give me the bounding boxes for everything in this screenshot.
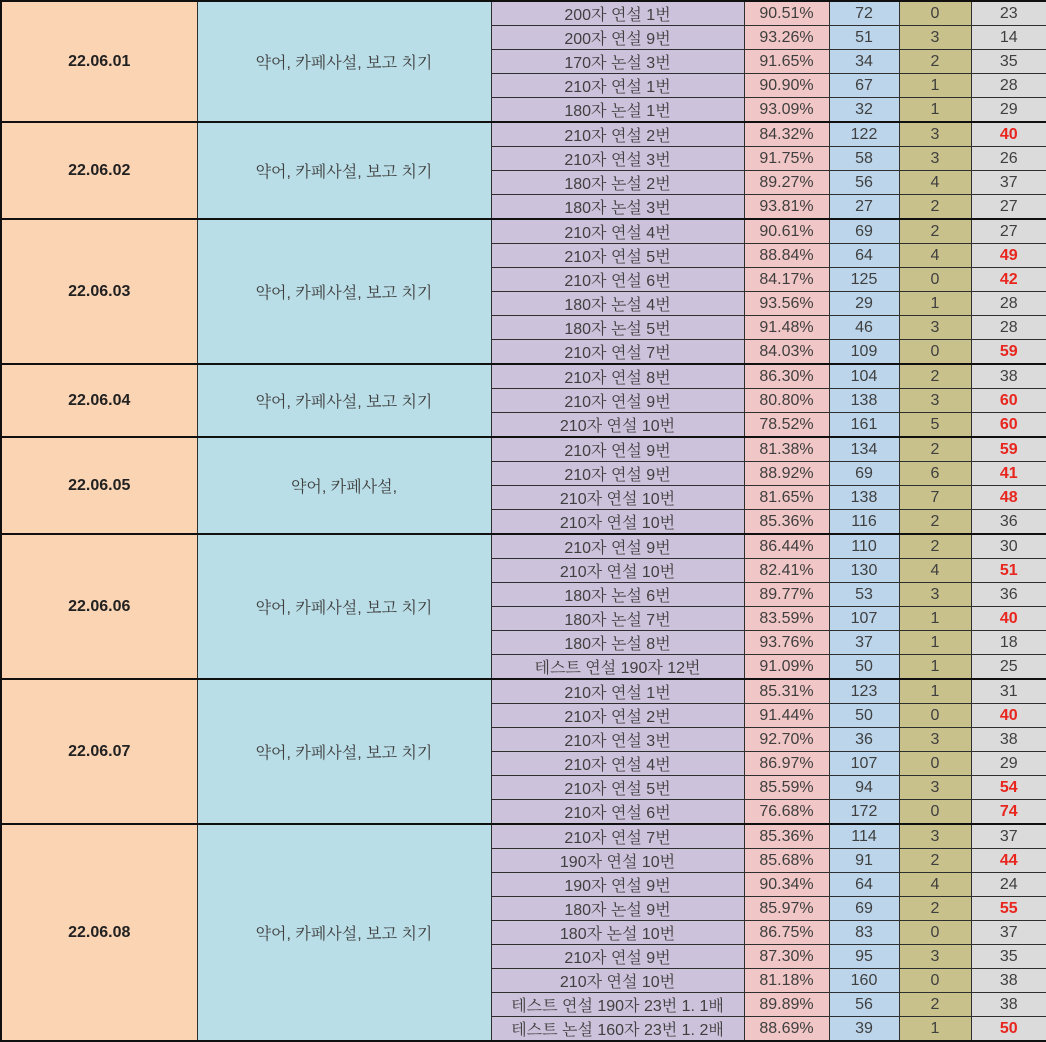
- accuracy-cell[interactable]: 91.48%: [744, 316, 829, 340]
- count1-cell[interactable]: 69: [829, 462, 899, 486]
- accuracy-cell[interactable]: 93.26%: [744, 26, 829, 50]
- count1-cell[interactable]: 104: [829, 364, 899, 389]
- count2-cell[interactable]: 4: [899, 559, 971, 583]
- description-cell[interactable]: 약어, 카페사설, 보고 치기: [197, 1, 491, 122]
- description-cell[interactable]: 약어, 카페사설, 보고 치기: [197, 534, 491, 679]
- task-cell[interactable]: 200자 연설 9번: [491, 26, 744, 50]
- date-cell[interactable]: 22.06.03: [1, 219, 197, 364]
- count1-cell[interactable]: 64: [829, 873, 899, 897]
- count2-cell[interactable]: 3: [899, 824, 971, 849]
- task-cell[interactable]: 210자 연설 7번: [491, 340, 744, 365]
- count3-cell[interactable]: 49: [971, 244, 1046, 268]
- task-cell[interactable]: 200자 연설 1번: [491, 1, 744, 26]
- count2-cell[interactable]: 0: [899, 921, 971, 945]
- accuracy-cell[interactable]: 88.92%: [744, 462, 829, 486]
- task-cell[interactable]: 180자 논설 8번: [491, 631, 744, 655]
- count1-cell[interactable]: 94: [829, 776, 899, 800]
- count3-cell[interactable]: 28: [971, 316, 1046, 340]
- count2-cell[interactable]: 2: [899, 534, 971, 559]
- description-cell[interactable]: 약어, 카페사설, 보고 치기: [197, 219, 491, 364]
- task-cell[interactable]: 180자 논설 2번: [491, 171, 744, 195]
- accuracy-cell[interactable]: 78.52%: [744, 413, 829, 438]
- count2-cell[interactable]: 1: [899, 1017, 971, 1042]
- count1-cell[interactable]: 83: [829, 921, 899, 945]
- count3-cell[interactable]: 50: [971, 1017, 1046, 1042]
- accuracy-cell[interactable]: 83.59%: [744, 607, 829, 631]
- count3-cell[interactable]: 40: [971, 122, 1046, 147]
- count2-cell[interactable]: 4: [899, 171, 971, 195]
- task-cell[interactable]: 210자 연설 10번: [491, 413, 744, 438]
- task-cell[interactable]: 210자 연설 9번: [491, 534, 744, 559]
- accuracy-cell[interactable]: 92.70%: [744, 728, 829, 752]
- task-cell[interactable]: 210자 연설 5번: [491, 776, 744, 800]
- count1-cell[interactable]: 56: [829, 993, 899, 1017]
- count2-cell[interactable]: 2: [899, 195, 971, 220]
- count3-cell[interactable]: 14: [971, 26, 1046, 50]
- count3-cell[interactable]: 36: [971, 583, 1046, 607]
- count3-cell[interactable]: 36: [971, 510, 1046, 535]
- count2-cell[interactable]: 0: [899, 340, 971, 365]
- count1-cell[interactable]: 125: [829, 268, 899, 292]
- count3-cell[interactable]: 41: [971, 462, 1046, 486]
- count1-cell[interactable]: 51: [829, 26, 899, 50]
- count1-cell[interactable]: 32: [829, 98, 899, 123]
- count2-cell[interactable]: 1: [899, 631, 971, 655]
- count2-cell[interactable]: 2: [899, 897, 971, 921]
- count1-cell[interactable]: 39: [829, 1017, 899, 1042]
- count3-cell[interactable]: 55: [971, 897, 1046, 921]
- count2-cell[interactable]: 3: [899, 389, 971, 413]
- task-cell[interactable]: 210자 연설 3번: [491, 728, 744, 752]
- count2-cell[interactable]: 7: [899, 486, 971, 510]
- count3-cell[interactable]: 29: [971, 752, 1046, 776]
- count3-cell[interactable]: 59: [971, 340, 1046, 365]
- accuracy-cell[interactable]: 89.27%: [744, 171, 829, 195]
- table-row: [1, 679, 1046, 704]
- accuracy-cell[interactable]: 81.65%: [744, 486, 829, 510]
- date-cell[interactable]: 22.06.07: [1, 679, 197, 824]
- count2-cell[interactable]: 3: [899, 728, 971, 752]
- count1-cell[interactable]: 36: [829, 728, 899, 752]
- accuracy-cell[interactable]: 84.03%: [744, 340, 829, 365]
- count2-cell[interactable]: 2: [899, 364, 971, 389]
- count3-cell[interactable]: 28: [971, 74, 1046, 98]
- count3-cell[interactable]: 30: [971, 534, 1046, 559]
- accuracy-cell[interactable]: 88.69%: [744, 1017, 829, 1042]
- count3-cell[interactable]: 37: [971, 921, 1046, 945]
- accuracy-cell[interactable]: 81.38%: [744, 437, 829, 462]
- count2-cell[interactable]: 1: [899, 98, 971, 123]
- accuracy-cell[interactable]: 90.61%: [744, 219, 829, 244]
- count1-cell[interactable]: 29: [829, 292, 899, 316]
- task-cell[interactable]: 210자 연설 10번: [491, 559, 744, 583]
- count1-cell[interactable]: 72: [829, 1, 899, 26]
- task-cell[interactable]: 테스트 연설 190자 23번 1. 1배: [491, 993, 744, 1017]
- accuracy-cell[interactable]: 89.89%: [744, 993, 829, 1017]
- count1-cell[interactable]: 122: [829, 122, 899, 147]
- accuracy-cell[interactable]: 85.31%: [744, 679, 829, 704]
- count3-cell[interactable]: 48: [971, 486, 1046, 510]
- table-row: [1, 1, 1046, 26]
- accuracy-cell[interactable]: 93.56%: [744, 292, 829, 316]
- count2-cell[interactable]: 3: [899, 316, 971, 340]
- count1-cell[interactable]: 109: [829, 340, 899, 365]
- count2-cell[interactable]: 3: [899, 147, 971, 171]
- count1-cell[interactable]: 107: [829, 752, 899, 776]
- task-cell[interactable]: 180자 논설 6번: [491, 583, 744, 607]
- count3-cell[interactable]: 28: [971, 292, 1046, 316]
- count1-cell[interactable]: 134: [829, 437, 899, 462]
- count1-cell[interactable]: 53: [829, 583, 899, 607]
- count3-cell[interactable]: 26: [971, 147, 1046, 171]
- accuracy-cell[interactable]: 81.18%: [744, 969, 829, 993]
- count2-cell[interactable]: 6: [899, 462, 971, 486]
- count3-cell[interactable]: 60: [971, 413, 1046, 438]
- count2-cell[interactable]: 1: [899, 655, 971, 680]
- count1-cell[interactable]: 160: [829, 969, 899, 993]
- description-cell[interactable]: 약어, 카페사설, 보고 치기: [197, 679, 491, 824]
- task-cell[interactable]: 180자 논설 9번: [491, 897, 744, 921]
- accuracy-cell[interactable]: 86.97%: [744, 752, 829, 776]
- count3-cell[interactable]: 40: [971, 607, 1046, 631]
- count3-cell[interactable]: 25: [971, 655, 1046, 680]
- count3-cell[interactable]: 60: [971, 389, 1046, 413]
- count1-cell[interactable]: 64: [829, 244, 899, 268]
- count3-cell[interactable]: 44: [971, 849, 1046, 873]
- task-cell[interactable]: 210자 연설 4번: [491, 752, 744, 776]
- task-cell[interactable]: 210자 연설 3번: [491, 147, 744, 171]
- date-cell[interactable]: 22.06.05: [1, 437, 197, 534]
- count1-cell[interactable]: 27: [829, 195, 899, 220]
- accuracy-cell[interactable]: 87.30%: [744, 945, 829, 969]
- task-cell[interactable]: 210자 연설 10번: [491, 969, 744, 993]
- count2-cell[interactable]: 0: [899, 969, 971, 993]
- count3-cell[interactable]: 42: [971, 268, 1046, 292]
- count1-cell[interactable]: 34: [829, 50, 899, 74]
- task-cell[interactable]: 210자 연설 9번: [491, 389, 744, 413]
- count2-cell[interactable]: 0: [899, 752, 971, 776]
- accuracy-cell[interactable]: 91.44%: [744, 704, 829, 728]
- accuracy-cell[interactable]: 86.30%: [744, 364, 829, 389]
- count2-cell[interactable]: 3: [899, 583, 971, 607]
- task-cell[interactable]: 190자 연설 10번: [491, 849, 744, 873]
- count2-cell[interactable]: 0: [899, 268, 971, 292]
- task-cell[interactable]: 180자 논설 3번: [491, 195, 744, 220]
- accuracy-cell[interactable]: 76.68%: [744, 800, 829, 825]
- count3-cell[interactable]: 54: [971, 776, 1046, 800]
- count3-cell[interactable]: 40: [971, 704, 1046, 728]
- description-cell[interactable]: 약어, 카페사설, 보고 치기: [197, 122, 491, 219]
- accuracy-cell[interactable]: 85.59%: [744, 776, 829, 800]
- description-cell[interactable]: 약어, 카페사설, 보고 치기: [197, 824, 491, 1041]
- task-cell[interactable]: 180자 논설 7번: [491, 607, 744, 631]
- task-cell[interactable]: 190자 연설 9번: [491, 873, 744, 897]
- accuracy-cell[interactable]: 85.36%: [744, 824, 829, 849]
- accuracy-cell[interactable]: 90.51%: [744, 1, 829, 26]
- task-cell[interactable]: 210자 연설 9번: [491, 462, 744, 486]
- date-cell[interactable]: 22.06.04: [1, 364, 197, 437]
- table-row: [1, 534, 1046, 559]
- task-cell[interactable]: 210자 연설 7번: [491, 824, 744, 849]
- count1-cell[interactable]: 114: [829, 824, 899, 849]
- table-row: [1, 219, 1046, 244]
- task-cell[interactable]: 테스트 연설 190자 12번: [491, 655, 744, 680]
- task-cell[interactable]: 210자 연설 4번: [491, 219, 744, 244]
- count1-cell[interactable]: 69: [829, 219, 899, 244]
- count1-cell[interactable]: 161: [829, 413, 899, 438]
- count1-cell[interactable]: 46: [829, 316, 899, 340]
- count3-cell[interactable]: 74: [971, 800, 1046, 825]
- count3-cell[interactable]: 38: [971, 728, 1046, 752]
- count1-cell[interactable]: 50: [829, 704, 899, 728]
- task-cell[interactable]: 테스트 논설 160자 23번 1. 2배: [491, 1017, 744, 1042]
- date-cell[interactable]: 22.06.06: [1, 534, 197, 679]
- accuracy-cell[interactable]: 90.90%: [744, 74, 829, 98]
- count1-cell[interactable]: 50: [829, 655, 899, 680]
- accuracy-cell[interactable]: 80.80%: [744, 389, 829, 413]
- count2-cell[interactable]: 2: [899, 510, 971, 535]
- count1-cell[interactable]: 91: [829, 849, 899, 873]
- table-row: [1, 364, 1046, 389]
- task-cell[interactable]: 210자 연설 6번: [491, 800, 744, 825]
- task-cell[interactable]: 210자 연설 8번: [491, 364, 744, 389]
- accuracy-cell[interactable]: 93.76%: [744, 631, 829, 655]
- count1-cell[interactable]: 67: [829, 74, 899, 98]
- date-cell[interactable]: 22.06.02: [1, 122, 197, 219]
- count2-cell[interactable]: 5: [899, 413, 971, 438]
- count1-cell[interactable]: 110: [829, 534, 899, 559]
- task-cell[interactable]: 210자 연설 6번: [491, 268, 744, 292]
- description-cell[interactable]: 약어, 카페사설,: [197, 437, 491, 534]
- table-row: [1, 437, 1046, 462]
- count1-cell[interactable]: 138: [829, 486, 899, 510]
- accuracy-cell[interactable]: 82.41%: [744, 559, 829, 583]
- accuracy-cell[interactable]: 86.44%: [744, 534, 829, 559]
- count1-cell[interactable]: 116: [829, 510, 899, 535]
- count2-cell[interactable]: 4: [899, 244, 971, 268]
- count2-cell[interactable]: 0: [899, 704, 971, 728]
- accuracy-cell[interactable]: 91.09%: [744, 655, 829, 680]
- task-cell[interactable]: 170자 논설 3번: [491, 50, 744, 74]
- count2-cell[interactable]: 1: [899, 679, 971, 704]
- count2-cell[interactable]: 4: [899, 873, 971, 897]
- accuracy-cell[interactable]: 93.09%: [744, 98, 829, 123]
- count2-cell[interactable]: 2: [899, 219, 971, 244]
- count2-cell[interactable]: 2: [899, 993, 971, 1017]
- count3-cell[interactable]: 51: [971, 559, 1046, 583]
- count1-cell[interactable]: 130: [829, 559, 899, 583]
- count2-cell[interactable]: 3: [899, 776, 971, 800]
- accuracy-cell[interactable]: 90.34%: [744, 873, 829, 897]
- count1-cell[interactable]: 95: [829, 945, 899, 969]
- count2-cell[interactable]: 1: [899, 607, 971, 631]
- count2-cell[interactable]: 0: [899, 800, 971, 825]
- count1-cell[interactable]: 107: [829, 607, 899, 631]
- count2-cell[interactable]: 3: [899, 945, 971, 969]
- count3-cell[interactable]: 35: [971, 50, 1046, 74]
- accuracy-cell[interactable]: 84.17%: [744, 268, 829, 292]
- accuracy-cell[interactable]: 86.75%: [744, 921, 829, 945]
- count2-cell[interactable]: 1: [899, 74, 971, 98]
- count3-cell[interactable]: 37: [971, 171, 1046, 195]
- count3-cell[interactable]: 59: [971, 437, 1046, 462]
- count1-cell[interactable]: 56: [829, 171, 899, 195]
- task-cell[interactable]: 180자 논설 1번: [491, 98, 744, 123]
- date-cell[interactable]: 22.06.08: [1, 824, 197, 1041]
- count1-cell[interactable]: 69: [829, 897, 899, 921]
- count3-cell[interactable]: 27: [971, 219, 1046, 244]
- count1-cell[interactable]: 172: [829, 800, 899, 825]
- task-cell[interactable]: 210자 연설 10번: [491, 510, 744, 535]
- task-cell[interactable]: 180자 논설 5번: [491, 316, 744, 340]
- count3-cell[interactable]: 31: [971, 679, 1046, 704]
- count2-cell[interactable]: 3: [899, 26, 971, 50]
- count2-cell[interactable]: 0: [899, 1, 971, 26]
- count2-cell[interactable]: 3: [899, 122, 971, 147]
- log-table-body: [1, 1, 1046, 1041]
- task-cell[interactable]: 210자 연설 2번: [491, 704, 744, 728]
- accuracy-cell[interactable]: 91.75%: [744, 147, 829, 171]
- count3-cell[interactable]: 18: [971, 631, 1046, 655]
- count3-cell[interactable]: 38: [971, 364, 1046, 389]
- count3-cell[interactable]: 38: [971, 993, 1046, 1017]
- accuracy-cell[interactable]: 89.77%: [744, 583, 829, 607]
- count2-cell[interactable]: 2: [899, 849, 971, 873]
- count1-cell[interactable]: 138: [829, 389, 899, 413]
- task-cell[interactable]: 180자 논설 4번: [491, 292, 744, 316]
- accuracy-cell[interactable]: 91.65%: [744, 50, 829, 74]
- task-cell[interactable]: 210자 연설 10번: [491, 486, 744, 510]
- task-cell[interactable]: 210자 연설 2번: [491, 122, 744, 147]
- task-cell[interactable]: 210자 연설 9번: [491, 945, 744, 969]
- count2-cell[interactable]: 2: [899, 50, 971, 74]
- task-cell[interactable]: 210자 연설 1번: [491, 679, 744, 704]
- count1-cell[interactable]: 37: [829, 631, 899, 655]
- task-cell[interactable]: 210자 연설 9번: [491, 437, 744, 462]
- date-cell[interactable]: 22.06.01: [1, 1, 197, 122]
- accuracy-cell[interactable]: 84.32%: [744, 122, 829, 147]
- count2-cell[interactable]: 2: [899, 437, 971, 462]
- count3-cell[interactable]: 27: [971, 195, 1046, 220]
- count2-cell[interactable]: 1: [899, 292, 971, 316]
- accuracy-cell[interactable]: 88.84%: [744, 244, 829, 268]
- accuracy-cell[interactable]: 93.81%: [744, 195, 829, 220]
- count1-cell[interactable]: 58: [829, 147, 899, 171]
- accuracy-cell[interactable]: 85.97%: [744, 897, 829, 921]
- table-row: [1, 122, 1046, 147]
- count3-cell[interactable]: 23: [971, 1, 1046, 26]
- task-cell[interactable]: 210자 연설 1번: [491, 74, 744, 98]
- task-cell[interactable]: 210자 연설 5번: [491, 244, 744, 268]
- count3-cell[interactable]: 29: [971, 98, 1046, 123]
- count3-cell[interactable]: 35: [971, 945, 1046, 969]
- accuracy-cell[interactable]: 85.68%: [744, 849, 829, 873]
- count1-cell[interactable]: 123: [829, 679, 899, 704]
- count3-cell[interactable]: 37: [971, 824, 1046, 849]
- accuracy-cell[interactable]: 85.36%: [744, 510, 829, 535]
- count3-cell[interactable]: 24: [971, 873, 1046, 897]
- table-row: [1, 824, 1046, 849]
- task-cell[interactable]: 180자 논설 10번: [491, 921, 744, 945]
- count3-cell[interactable]: 38: [971, 969, 1046, 993]
- description-cell[interactable]: 약어, 카페사설, 보고 치기: [197, 364, 491, 437]
